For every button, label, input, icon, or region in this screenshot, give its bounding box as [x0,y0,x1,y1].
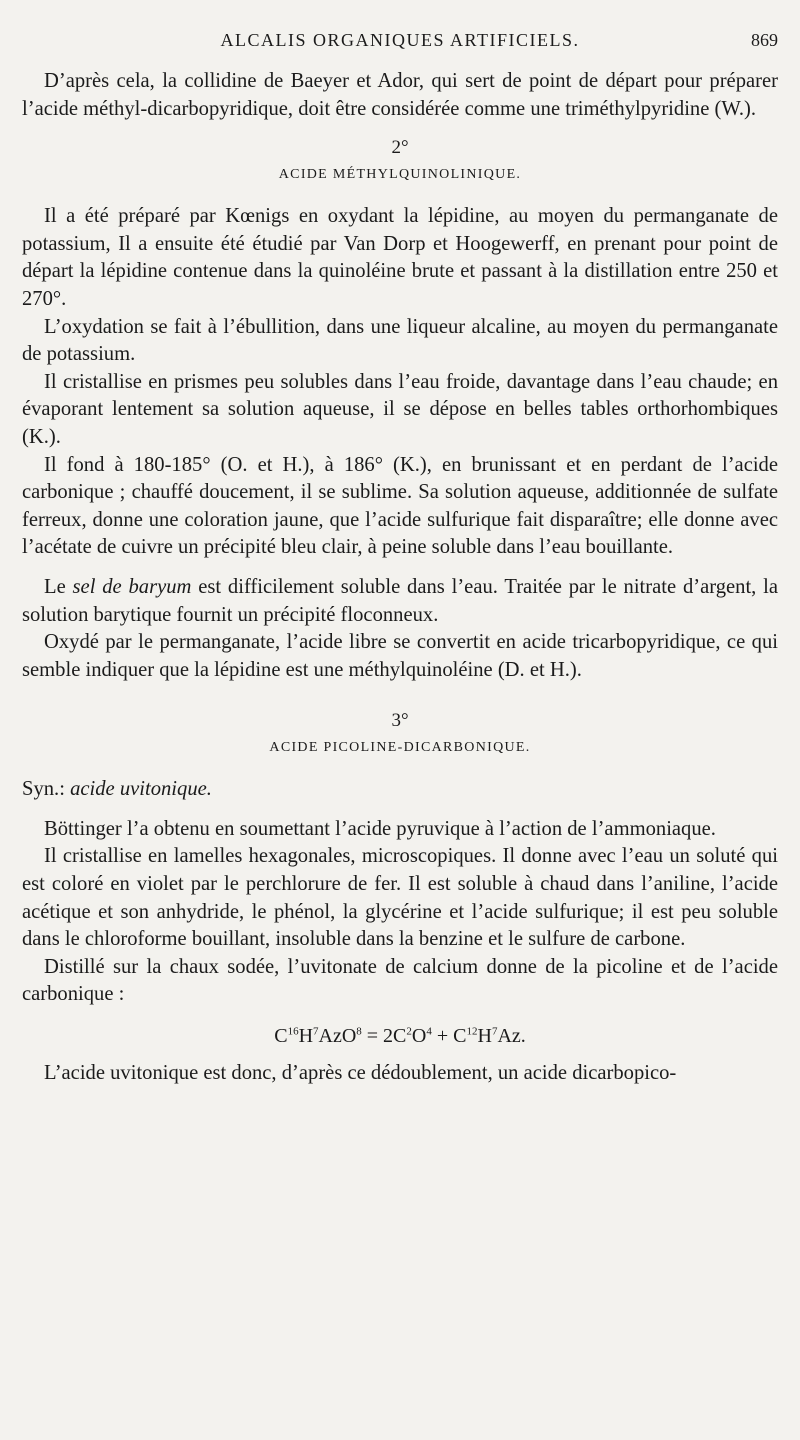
section-2-paragraph-3: Il cristallise en prismes peu solubles dans l’eau froide, davantage dans l’eau chaude; en évaporant lentement sa solution aqueuse, il se dépose en belles tables orthorhombiques (K.). [22,370,778,448]
p5-italic: sel de baryum [72,575,192,598]
section-2-paragraph-5 [22,574,778,629]
section-2-paragraph-6: Oxydé par le permanganate, l’acide libre se convertit en acide tricarbopyridique, ce qui semble indiquer que la lépidine est une méthylquinoléine (D. et H.). [22,631,778,681]
section-3-title: ACIDE PICOLINE-DICARBONIQUE. [269,740,531,756]
p5-prefix: Le [44,575,73,598]
section-2-paragraph-1: Il a été préparé par Kœnigs en oxydant la lépidine, au moyen du permanganate de potassium, Il a ensuite été étudié par Van Dorp et Hoogewerff, en prenant pour point de départ la lépidine contenue dans la quinoléine brute et passant à la distillation entre 250 et 270°. [22,205,778,310]
section-2-title: ACIDE MÉTHYLQUINOLINIQUE. [278,167,522,183]
section-3-paragraph-3: Distillé sur la chaux sodée, l’uvitonate de calcium donne de la picoline et de l’acide carbonique : [22,955,778,1006]
section-2-paragraph-4: Il fond à 180-185° (O. et H.), à 186° (K.), en brunissant et en perdant de l’acide carbonique ; chauffé doucement, il se sublime. Sa solution aqueuse, additionnée de sulfate ferreux, donne une coloration jaune, que l’acide sulfurique fait disparaître; elle donne avec l’acétate de cuivre un précipité bleu clair, à peine soluble dans l’eau bouillante. [22,453,778,559]
section-3-paragraph-1: Böttinger l’a obtenu en soumettant l’acide pyruvique à l’action de l’ammoniaque. [44,817,716,840]
section-2-paragraph-2: L’oxydation se fait à l’ébullition, dans une liqueur alcaline, au moyen du permanganate de potassium. [22,315,778,366]
synonym-label: Syn.: [22,778,71,801]
section-3-number: 3° [391,710,409,732]
chemical-equation: $C^{16}H^7AzO^8 = 2C^2O^4 + C^{12}H^7Az$. [274,1025,526,1048]
page-number: 869 [751,30,778,50]
page-body [22,68,778,1088]
section-2-number: 2° [391,137,409,159]
section-3-paragraph-4: L’acide uvitonique est donc, d’après ce dédoublement, un acide dicarbopico- [44,1062,677,1085]
synonym-value: acide uvitonique. [70,778,212,801]
running-header [22,30,778,56]
intro-paragraph: D’après cela, la collidine de Baeyer et Ador, qui sert de point de départ pour préparer l’acide méthyl-dicarbopyridique, doit être considérée comme une triméthylpyridine (W.). [22,70,778,120]
synonym-line [22,776,778,804]
p5-rest: est difficilement soluble dans l’eau. Traitée par le nitrate d’argent, la solution barytique fournit un précipité floconneux. [22,575,779,626]
section-3-paragraph-2: Il cristallise en lamelles hexagonales, microscopiques. Il donne avec l’eau un soluté qui est coloré en violet par le perchlorure de fer. Il est soluble à chaud dans l’aniline, l’acide acétique et son anhydride, le phénol, la glycérine et l’acide sulfurique; il est peu soluble dans le chloroforme bouillant, insoluble dans la benzine et le sulfure de carbone. [22,845,778,951]
header-title: ALCALIS ORGANIQUES ARTIFICIELS. [220,30,580,50]
